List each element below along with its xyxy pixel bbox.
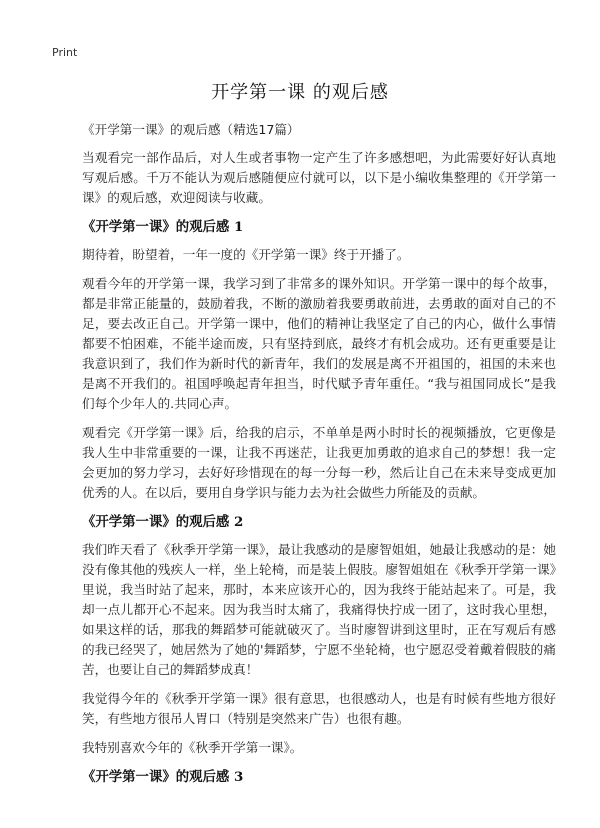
- paragraph: 观看今年的开学第一课，我学习到了非常多的课外知识。开学第一课中的每个故事，都是非常正能量的，鼓励着我，不断的激励着我要勇敢前进，去勇敢的面对自己的不足，要去改正自己。开学第一课中，他们的精神让我坚定了自己的内心，做什么事情都要不怕困难，不能半途而废，只有坚持到底，最终才有机会成功。还有更重要是让我意识到了，我们作为新时代的新青年，我们的发展是离不开祖国的，祖国的未来也是离不开我们的。祖国呼唤起青年担当，时代赋予青年重任。“我与祖国同成长”是我们每个少年人的.共同心声。: [82, 276, 556, 411]
- paragraph: 我特别喜欢今年的《秋季开学第一课》。: [82, 740, 303, 755]
- section-heading: 《开学第一课》的观后感 2: [82, 514, 244, 530]
- paragraph: 我们昨天看了《秋季开学第一课》，最让我感动的是廖智姐姐，她最让我感动的是：她没有像其他的残疾人一样，坐上轮椅，而是装上假肢。廖智姐姐在《秋季开学第一课》里说，我当时站了起来，那时，本来应该开心的，因为我终于能站起来了。可是，我却一点儿都开心不起来。因为我当时太痛了，我痛得快拧成一团了，这时我心里想，如果这样的话，那我的舞蹈梦可能就破灭了。当时廖智讲到这里时，正在写观后有感的我已经哭了，她居然为了她的'舞蹈梦，宁愿不坐轮椅，也宁愿忍受着戴着假肢的痛苦，也要让自己的舞蹈梦成真！: [82, 542, 556, 677]
- paragraph: 观看完《开学第一课》后，给我的启示，不单单是两小时时长的视频播放，它更像是我人生中非常重要的一课，让我不再迷茫，让我更加勇敢的追求自己的梦想！我一定会更加的努力学习，去好好珍惜现在的每一分每一秒，然后让自己在未来导变成更加优秀的人。在以后，要用自身学识与能力去为社会做些力所能及的贡献。: [82, 425, 556, 500]
- intro-paragraph: 当观看完一部作品后，对人生或者事物一定产生了许多感想吧，为此需要好好认真地写观后感。千万不能认为观后感随便应付就可以，以下是小编收集整理的《开学第一课》的观后感，欢迎阅读与收藏。: [82, 150, 556, 205]
- essay-section-1: [82, 217, 556, 503]
- print-label: Print: [52, 46, 78, 59]
- paragraph: 期待着，盼望着，一年一度的《开学第一课》终于开播了。: [82, 247, 410, 262]
- page-title: 开学第一课 的观后感: [211, 82, 389, 103]
- paragraph: 我觉得今年的《秋季开学第一课》很有意思，也很感动人，也是有时候有些地方很好笑，有些地方很吊人胃口（特别是突然来广告）也很有趣。: [82, 691, 556, 726]
- essay-section-3: [82, 767, 556, 787]
- section-heading: 《开学第一课》的观后感 3: [82, 769, 244, 785]
- section-heading: 《开学第一课》的观后感 1: [82, 219, 244, 235]
- document-subtitle: 《开学第一课》的观后感（精选17篇）: [82, 122, 300, 137]
- essay-section-2: [82, 512, 556, 758]
- document-body: [82, 120, 556, 795]
